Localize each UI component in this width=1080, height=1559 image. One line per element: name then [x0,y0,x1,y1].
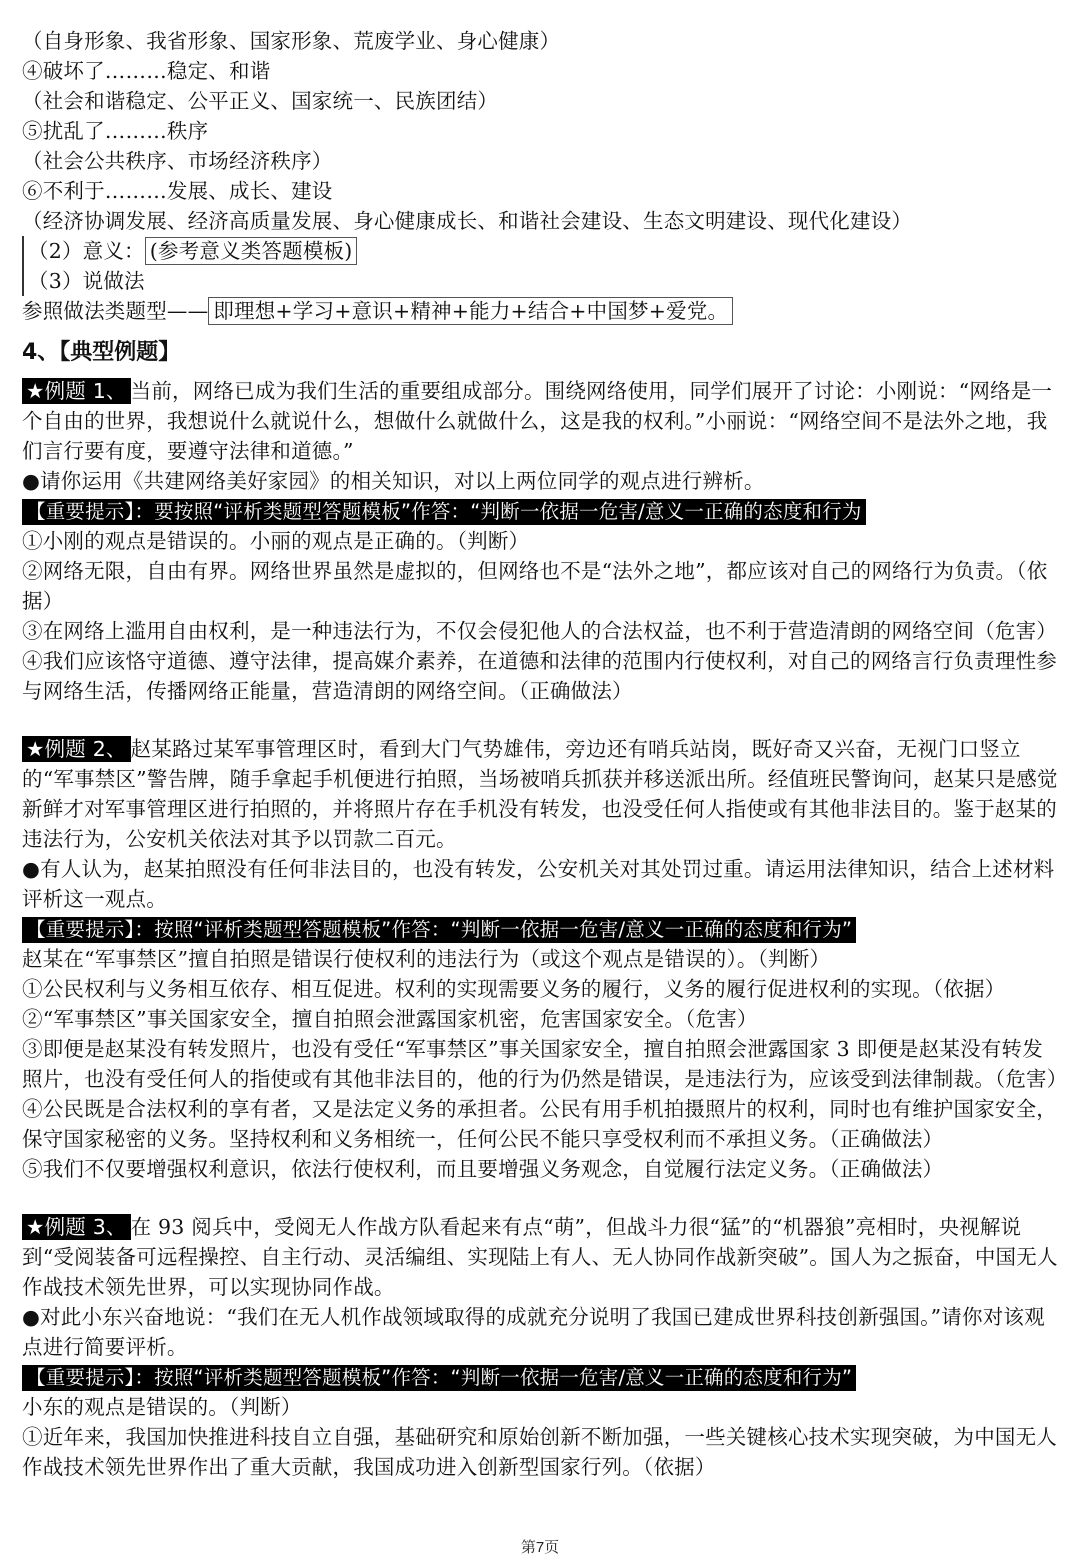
example-3-answer: 小东的观点是错误的。（判断） [22,1395,302,1419]
example-1-answer: ①小刚的观点是错误的。小丽的观点是正确的。（判断） [22,529,530,553]
example-2-answer: 赵某在“军事禁区”擅自拍照是错误行使权利的违法行为（或这个观点是错误的）。（判断） [22,947,831,971]
example-3-stem [22,1212,1058,1302]
example-1-question: ●请你运用《共建网络美好家园》的相关知识，对以上两位同学的观点进行辨析。 [22,469,765,493]
howto-label: （3）说做法 [22,266,145,296]
example-1-text: 当前，网络已成为我们生活的重要组成部分。围绕网络使用，同学们展开了讨论：小刚说：“网络是一个自由的世界，我想说什么就说什么，想做什么就做什么，这是我的权利。”小丽说：“网络空间不是法外之地，我们言行要有度，要遵守法律和道德。” [22,379,1053,463]
example-1-answer: ④我们应该恪守道德、遵守法律，提高媒介素养，在道德和法律的范围内行使权利，对自己的网络言行负责理性参与网络生活，传播网络正能量，营造清朗的网络空间。（正确做法） [22,649,1057,703]
howto-prefix: 参照做法类题型—— [22,299,209,323]
paren-line: （经济协调发展、经济高质量发展、身心健康成长、和谐社会建设、生态文明建设、现代化建设） [22,209,913,233]
example-2-tip: 【重要提示】：按照“评析类题型答题模板”作答：“判断一依据一危害/意义一正确的态度和行为” [22,917,856,943]
example-2-answer: ③即便是赵某没有转发照片，也没有受任“军事禁区”事关国家安全，擅自拍照会泄露国家 3 即便是赵某没有转发照片，也没有受任何人的指使或有其他非法目的，他的行为仍然是错误，是违法行为，应该受到法律制裁。（危害） [22,1037,1068,1091]
example-1-tip-line [22,496,1058,526]
example-3-tag: ★例题 3、 [22,1214,131,1240]
example-2-answer: ④公民既是合法权利的享有者，又是法定义务的承担者。公民有用手机拍摄照片的权利，同时也有维护国家安全，保守国家秘密的义务。坚持权利和义务相统一，任何公民不能只享受权利而不承担义务。（正确做法） [22,1097,1057,1151]
example-1-stem [22,376,1058,466]
example-3-tip-line [22,1362,1058,1392]
example-1-answer: ②网络无限，自由有界。网络世界虽然是虚拟的，但网络也不是“法外之地”，都应该对自己的网络行为负责。（依据） [22,559,1048,613]
list-item: ⑥不利于………发展、成长、建设 [22,179,333,203]
howto-formula: 即理想+学习+意识+精神+能力+结合+中国梦+爱党。 [208,297,733,325]
meaning-line [22,236,1058,266]
example-2-tag: ★例题 2、 [22,736,131,762]
howto-line [22,296,1058,326]
paren-line: （社会和谐稳定、公平正义、国家统一、民族团结） [22,89,499,113]
example-2-question: ●有人认为，赵某拍照没有任何非法目的，也没有转发，公安机关对其处罚过重。请运用法律知识，结合上述材料评析这一观点。 [22,857,1055,911]
example-2-stem [22,734,1058,854]
example-1-tip: 【重要提示】：要按照“评析类题型答题模板”作答：“判断一依据一危害/意义一正确的态度和行为 [22,499,866,525]
meaning-label: （2）意义： [22,236,145,266]
example-3-answer: ①近年来，我国加快推进科技自立自强，基础研究和原始创新不断加强，一些关键核心技术实现突破，为中国无人作战技术领先世界作出了重大贡献，我国成功进入创新型国家行列。（依据） [22,1425,1057,1479]
example-3-tip: 【重要提示】：按照“评析类题型答题模板”作答：“判断一依据一危害/意义一正确的态度和行为” [22,1365,856,1391]
example-3-question: ●对此小东兴奋地说：“我们在无人机作战领域取得的成就充分说明了我国已建成世界科技创新强国。”请你对该观点进行简要评析。 [22,1305,1045,1359]
howto-label-line [22,266,1058,296]
example-1-answer: ③在网络上滥用自由权利，是一种违法行为，不仅会侵犯他人的合法权益，也不利于营造清朗的网络空间（危害） [22,619,1057,643]
meaning-ref: (参考意义类答题模板) [145,237,358,265]
example-2-answer: ①公民权利与义务相互依存、相互促进。权利的实现需要义务的履行，义务的履行促进权利的实现。（依据） [22,977,1006,1001]
paren-line: （社会公共秩序、市场经济秩序） [22,149,333,173]
example-2-answer: ②“军事禁区”事关国家安全，擅自拍照会泄露国家机密，危害国家安全。（危害） [22,1007,758,1031]
example-1-tag: ★例题 1、 [22,378,131,404]
section-heading: 4、【典型例题】 [22,340,181,365]
list-item: ④破坏了………稳定、和谐 [22,59,271,83]
example-2-text: 赵某路过某军事管理区时，看到大门气势雄伟，旁边还有哨兵站岗，既好奇又兴奋，无视门口竖立的“军事禁区”警告牌，随手拿起手机便进行拍照，当场被哨兵抓获并移送派出所。经值班民警询问，赵某只是感觉新鲜才对军事管理区进行拍照的，并将照片存在手机没有转发，也没受任何人指使或有其他非法目的。鉴于赵某的违法行为，公安机关依法对其予以罚款二百元。 [22,737,1058,851]
page-number: 第7页 [520,1539,560,1556]
example-3-text: 在 93 阅兵中，受阅无人作战方队看起来有点“萌”，但战斗力很“猛”的“机器狼”亮相时，央视解说到“受阅装备可远程操控、自主行动、灵活编组、实现陆上有人、无人协同作战新突破”。国人为之振奋，中国无人作战技术领先世界，可以实现协同作战。 [22,1215,1058,1299]
list-item: ⑤扰乱了………秩序 [22,119,209,143]
paren-line: （自身形象、我省形象、国家形象、荒废学业、身心健康） [22,29,561,53]
example-2-tip-line [22,914,1058,944]
example-2-answer: ⑤我们不仅要增强权利意识，依法行使权利，而且要增强义务观念，自觉履行法定义务。（正确做法） [22,1157,944,1181]
